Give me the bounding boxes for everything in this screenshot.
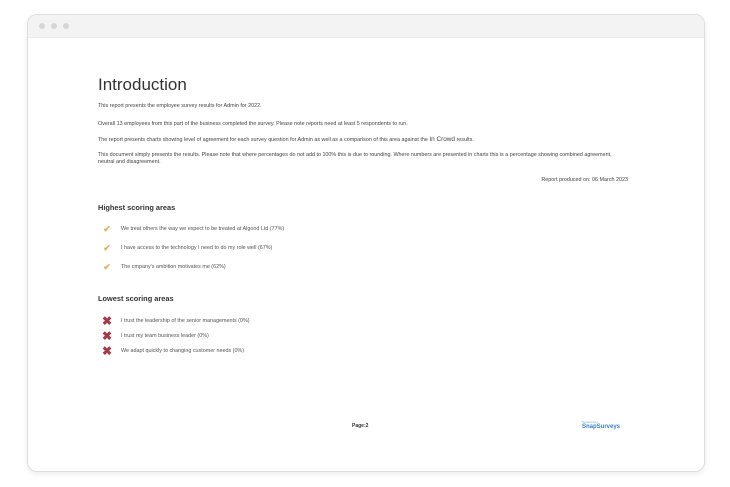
- lowest-scoring-title: Lowest scoring areas: [98, 294, 174, 303]
- intro-paragraph-2: Overall 13 employees from this part of the business completed the survey. Please note reports need at least 5 respondents to run.: [98, 121, 408, 127]
- logo-wordmark: SnapSurveys: [582, 424, 621, 430]
- cross-icon: ✖: [101, 329, 113, 343]
- list-item-text: I have access to the technology I need to do my role well (67%): [121, 245, 273, 251]
- window-control-minimize[interactable]: [51, 23, 57, 29]
- logo-tagline: Powered by: [582, 420, 598, 424]
- report-produced-date: Report produced on: 06 March 2023: [541, 177, 628, 183]
- check-icon: ✔: [103, 224, 111, 234]
- window-control-maximize[interactable]: [63, 23, 69, 29]
- cross-icon: ✖: [101, 344, 113, 358]
- comparison-group-name: In Crowd: [429, 136, 455, 143]
- snap-surveys-logo: [582, 420, 620, 431]
- list-item-text: I trust my team business leader (0%): [121, 333, 209, 339]
- list-item-text: We adapt quickly to changing customer needs (0%): [121, 348, 245, 354]
- page-number: Page:2: [352, 423, 369, 429]
- intro-paragraph-3-part-1: The report presents charts showing level of agreement for each survey question for Admin as well as a comparison of this area against the: [98, 137, 430, 143]
- window-titlebar: [28, 15, 704, 38]
- list-item-text: We treat others the way we expect to be treated at Algood Ltd (77%): [121, 226, 285, 232]
- list-item-text: The cmpany's ambition motivates me (62%): [121, 264, 226, 270]
- cross-icon: ✖: [101, 314, 113, 328]
- check-icon: ✔: [103, 262, 111, 272]
- window-control-close[interactable]: [39, 23, 45, 29]
- intro-paragraph-3: [98, 136, 626, 144]
- page-title: Introduction: [98, 75, 187, 94]
- intro-paragraph-4: This document simply presents the results. Please note that where percentages do not add to 100% this is due to rounding. Where numbers are presented in charts this is a percentage showing combined agreement, neutral and disagreement.: [98, 152, 612, 165]
- browser-window: [27, 14, 705, 472]
- intro-paragraph-1: This report presents the employee survey results for Admin for 2022.: [98, 103, 262, 109]
- intro-paragraph-3-part-2: results.: [454, 137, 474, 143]
- highest-scoring-title: Highest scoring areas: [98, 203, 176, 212]
- list-item-text: I trust the leadership of the senior managements (0%): [121, 318, 250, 324]
- check-icon: ✔: [103, 243, 111, 253]
